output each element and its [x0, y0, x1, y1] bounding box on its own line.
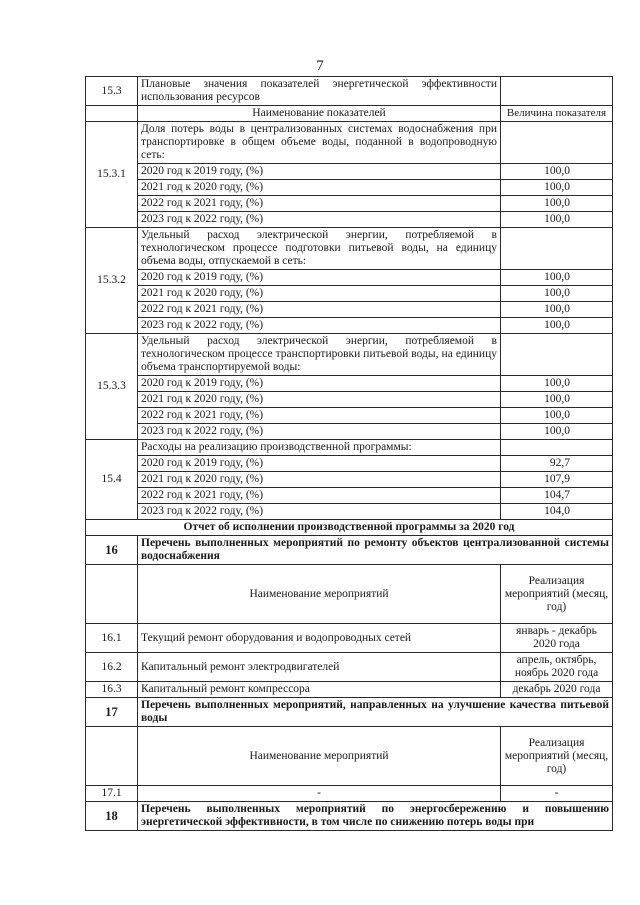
indicator-value: 100,0 [501, 196, 613, 212]
indicator-group-title-row [86, 334, 613, 376]
measure-row [86, 682, 613, 698]
indicator-value: 100,0 [501, 164, 613, 180]
indicator-year-label: 2022 год к 2021 году, (%) [138, 302, 501, 318]
section-title: Плановые значения показателей энергетической эффективности использования ресурсов [138, 77, 501, 106]
section-number: 15.3 [86, 77, 138, 106]
indicator-row [86, 392, 613, 408]
indicator-value: 100,0 [501, 270, 613, 286]
measure-period: декабрь 2020 года [501, 682, 613, 698]
measure-name-header: Наименование мероприятий [138, 727, 501, 786]
indicator-row [86, 270, 613, 286]
measure-number: 16.2 [86, 653, 138, 682]
indicator-row [86, 456, 613, 472]
group-title: Удельный расход электрической энергии, потребляемой в технологическом процессе транспортировки питьевой воды, на единицу объема транспортируемой воды: [138, 334, 501, 376]
indicator-value-header: Величина показателя [501, 106, 613, 122]
report-title-row [86, 520, 613, 536]
indicator-value: 100,0 [501, 302, 613, 318]
indicator-year-label: 2021 год к 2020 году, (%) [138, 180, 501, 196]
measure-name: Капитальный ремонт электродвигателей [138, 653, 501, 682]
section-15-3-row [86, 77, 613, 106]
indicator-row [86, 212, 613, 228]
indicator-group-title-row [86, 228, 613, 270]
indicator-row [86, 424, 613, 440]
measure-value-header: Реализация мероприятий (месяц, год) [501, 727, 613, 786]
measure-number: 16.3 [86, 682, 138, 698]
measure-name-header: Наименование мероприятий [138, 565, 501, 624]
section-number: 16 [86, 536, 138, 565]
report-title: Отчет об исполнении производственной программы за 2020 год [86, 520, 613, 536]
indicator-name-header: Наименование показателей [138, 106, 501, 122]
indicator-value: 100,0 [501, 180, 613, 196]
measure-period: январь - декабрь 2020 года [501, 624, 613, 653]
section-number: 18 [86, 802, 138, 831]
group-number: 15.4 [86, 440, 138, 520]
indicator-year-label: 2022 год к 2021 году, (%) [138, 196, 501, 212]
group-number: 15.3.2 [86, 228, 138, 334]
indicator-value: 100,0 [501, 392, 613, 408]
indicator-year-label: 2023 год к 2022 году, (%) [138, 504, 501, 520]
document-table [85, 76, 613, 831]
section-17-title-row [86, 698, 613, 727]
indicator-row [86, 318, 613, 334]
page-number: 7 [316, 58, 324, 74]
indicator-year-label: 2023 год к 2022 году, (%) [138, 424, 501, 440]
indicator-year-label: 2022 год к 2021 году, (%) [138, 488, 501, 504]
section-number: 17 [86, 698, 138, 727]
indicator-row [86, 164, 613, 180]
indicator-year-label: 2020 год к 2019 году, (%) [138, 270, 501, 286]
indicator-value: 100,0 [501, 424, 613, 440]
indicator-value: 104,7 [501, 488, 613, 504]
indicator-year-label: 2023 год к 2022 году, (%) [138, 212, 501, 228]
measure-value-header: Реализация мероприятий (месяц, год) [501, 565, 613, 624]
indicator-value: 100,0 [501, 408, 613, 424]
section-title: Перечень выполненных мероприятий, направленных на улучшение качества питьевой воды [138, 698, 613, 727]
measures-header-row [86, 565, 613, 624]
indicator-row [86, 196, 613, 212]
indicator-row [86, 504, 613, 520]
group-title: Доля потерь воды в централизованных системах водоснабжения при транспортировке в общем объеме воды, поданной в водопроводную сеть: [138, 122, 501, 164]
indicator-row [86, 376, 613, 392]
measure-row [86, 786, 613, 802]
indicator-group-title-row [86, 122, 613, 164]
indicator-year-label: 2021 год к 2020 году, (%) [138, 392, 501, 408]
measure-row [86, 624, 613, 653]
group-number: 15.3.3 [86, 334, 138, 440]
indicator-row [86, 488, 613, 504]
indicator-value: 100,0 [501, 286, 613, 302]
indicator-group-title-row [86, 440, 613, 456]
indicator-value: 107,9 [501, 472, 613, 488]
indicator-year-label: 2020 год к 2019 году, (%) [138, 376, 501, 392]
indicator-value: 100,0 [501, 212, 613, 228]
section-16-title-row [86, 536, 613, 565]
indicator-year-label: 2023 год к 2022 году, (%) [138, 318, 501, 334]
measures-header-row [86, 727, 613, 786]
measure-name: Текущий ремонт оборудования и водопроводных сетей [138, 624, 501, 653]
indicator-row [86, 286, 613, 302]
indicator-year-label: 2020 год к 2019 году, (%) [138, 456, 501, 472]
section-title: Перечень выполненных мероприятий по энергосбережению и повышению энергетической эффективности, в том числе по снижению потерь воды при [138, 802, 613, 831]
group-title: Удельный расход электрической энергии, потребляемой в технологическом процессе подготовки питьевой воды, на единицу объема воды, отпускаемой в сеть: [138, 228, 501, 270]
indicator-value: 92,7 [501, 456, 613, 472]
indicator-value: 100,0 [501, 376, 613, 392]
group-title: Расходы на реализацию производственной программы: [138, 440, 501, 456]
group-number: 15.3.1 [86, 122, 138, 228]
indicator-value: 104,0 [501, 504, 613, 520]
indicator-year-label: 2021 год к 2020 году, (%) [138, 286, 501, 302]
indicator-year-label: 2022 год к 2021 году, (%) [138, 408, 501, 424]
measure-name: - [138, 786, 501, 802]
measure-number: 16.1 [86, 624, 138, 653]
section-title: Перечень выполненных мероприятий по ремонту объектов централизованной системы водоснабжения [138, 536, 613, 565]
indicator-year-label: 2021 год к 2020 году, (%) [138, 472, 501, 488]
indicator-row [86, 408, 613, 424]
indicator-row [86, 302, 613, 318]
section-18-title-row [86, 802, 613, 831]
measure-name: Капитальный ремонт компрессора [138, 682, 501, 698]
measure-period: апрель, октябрь, ноябрь 2020 года [501, 653, 613, 682]
indicator-row [86, 472, 613, 488]
measure-number: 17.1 [86, 786, 138, 802]
indicator-row [86, 180, 613, 196]
indicator-value: 100,0 [501, 318, 613, 334]
measure-period: - [501, 786, 613, 802]
measure-row [86, 653, 613, 682]
indicators-header-row [86, 106, 613, 122]
indicator-year-label: 2020 год к 2019 году, (%) [138, 164, 501, 180]
